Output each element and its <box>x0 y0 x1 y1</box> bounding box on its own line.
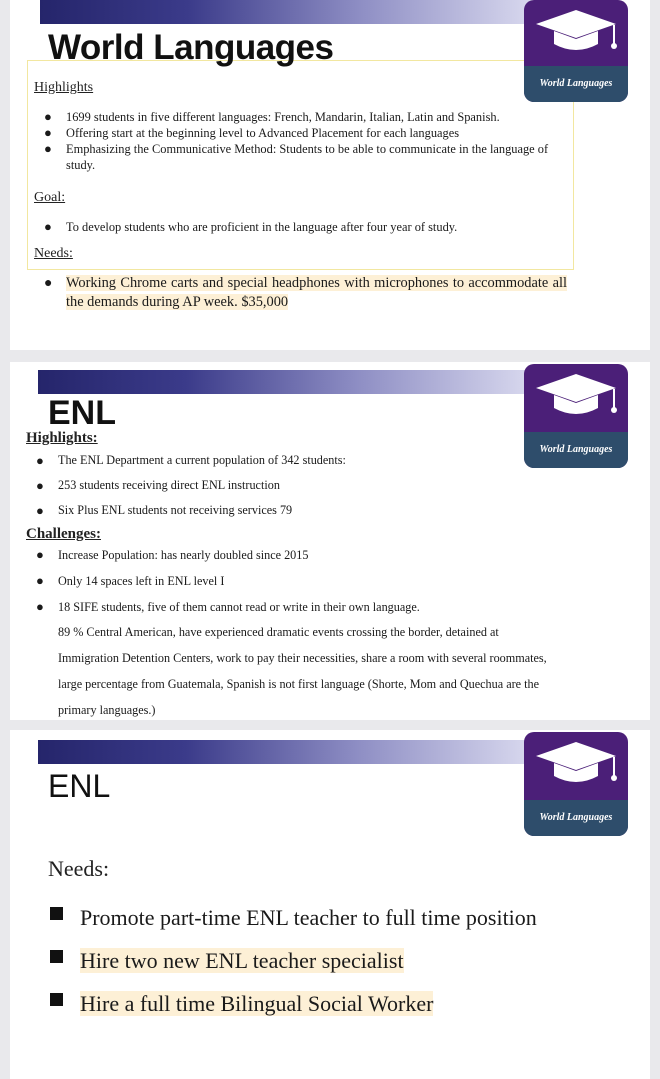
highlights-heading: Highlights: <box>26 430 98 446</box>
list-item: ● Offering start at the beginning level to Advanced Placement for each languages <box>44 125 460 140</box>
list-item: ● To develop students who are proficient in the language after four year of study. <box>44 219 458 234</box>
graduation-cap-icon <box>524 364 628 430</box>
goals-list <box>34 219 574 235</box>
highlights-heading: Highlights <box>34 80 94 95</box>
challenges-heading: Challenges: <box>26 526 101 542</box>
page-title: ENL <box>48 394 116 432</box>
list-item: ● Working Chrome carts and special headphones with microphones to accommodate all the demands during AP week. $35,000 <box>44 275 567 310</box>
logo-label: World Languages <box>524 66 628 102</box>
needs-heading: Needs: <box>34 246 73 261</box>
needs-list <box>48 896 628 1025</box>
header-bar <box>38 740 530 764</box>
challenges-paragraph: 89 % Central American, have experienced dramatic events crossing the border, detained at Immigration Detention Centers, work to pay their necessities, share a room with several roommates, large percentage from Guatemala, Spanish is not first language (Shorte, Mom and Quechua are the primary languages.) <box>58 625 547 717</box>
logo-label: World Languages <box>524 800 628 836</box>
list-item: ● 253 students receiving direct ENL instruction <box>36 478 280 493</box>
list-item: ● 18 SIFE students, five of them cannot read or write in their own language. <box>36 599 420 614</box>
header-bar <box>40 0 532 24</box>
list-item: Hire a full time Bilingual Social Worker <box>48 982 628 1025</box>
slide-enl-needs <box>10 730 650 1079</box>
list-item: ● 1699 students in five different languages: French, Mandarin, Italian, Latin and Spanish. <box>44 109 500 124</box>
list-item: ● Six Plus ENL students not receiving services 79 <box>36 503 293 518</box>
list-item: Hire two new ENL teacher specialist <box>48 939 628 982</box>
graduation-cap-icon <box>524 732 628 798</box>
goal-heading: Goal: <box>34 190 66 205</box>
list-item: Promote part-time ENL teacher to full time position <box>48 896 628 939</box>
list-item: ● Emphasizing the Communicative Method: Students to be able to communicate in the language of study. <box>44 141 549 172</box>
highlights-list <box>26 448 626 523</box>
highlights-list <box>34 109 574 173</box>
logo-label: World Languages <box>524 432 628 468</box>
list-item: ● The ENL Department a current population of 342 students: <box>36 453 346 468</box>
page-title: ENL <box>48 768 111 804</box>
list-item: ● Increase Population: has nearly doubled since 2015 <box>36 547 309 562</box>
needs-list <box>34 274 567 312</box>
challenges-list <box>26 542 626 620</box>
graduation-cap-icon <box>524 0 628 66</box>
page-title: World Languages <box>48 28 334 67</box>
needs-heading: Needs: <box>48 856 110 881</box>
header-bar <box>38 370 530 394</box>
slide-world-languages <box>10 0 650 350</box>
list-item: ● Only 14 spaces left in ENL level I <box>36 573 225 588</box>
world-languages-logo <box>524 732 628 836</box>
slide-enl-highlights <box>10 362 650 720</box>
world-languages-logo <box>524 0 628 102</box>
